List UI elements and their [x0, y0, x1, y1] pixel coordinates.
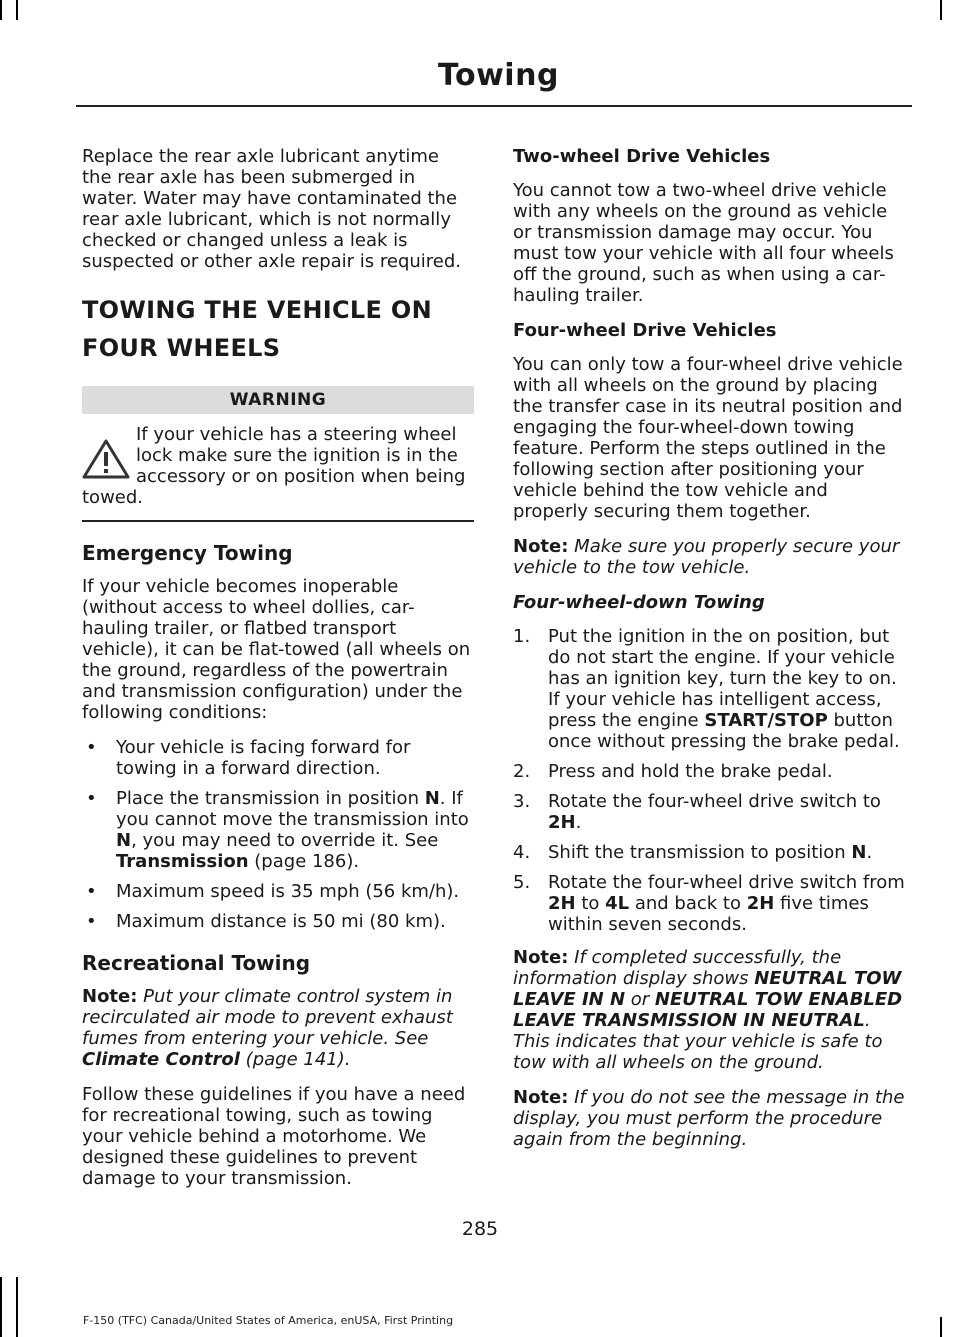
towing-steps — [513, 626, 905, 935]
four-wheel-down-heading: Four-wheel-down Towing — [513, 592, 765, 613]
emergency-towing-text: If your vehicle becomes inoperable (without access to wheel dollies, car-hauling trailer, or flatbed transport vehicle), it can be flat-towed (all wheels on the ground, regardless of the powertrain and transmission configuration) under the following conditions: — [82, 576, 471, 723]
warning-box — [82, 424, 474, 522]
step-text: Rotate the four-wheel drive switch to — [548, 791, 881, 812]
four-wheel-drive-heading: Four-wheel Drive Vehicles — [513, 320, 777, 341]
left-column — [82, 146, 474, 1203]
bullet-text: Place the transmission in position — [116, 788, 425, 809]
step-text: button once without pressing the brake pedal. — [548, 710, 900, 752]
step-item — [513, 626, 905, 752]
note-retry — [513, 1087, 905, 1150]
step-text: . — [575, 812, 582, 833]
two-wheel-drive-heading: Two-wheel Drive Vehicles — [513, 146, 771, 167]
warning-text: If your vehicle has a steering wheel lock make sure the ignition is in the accessory or on position when being towed. — [82, 424, 466, 508]
step-item — [513, 761, 905, 782]
note-climate — [82, 986, 474, 1070]
step-text: Rotate the four-wheel drive switch from — [548, 872, 905, 893]
step-text: Put the ignition in the on position, but do not start the engine. If your vehicle has an ignition key, turn the key to on. If your vehicle has intelligent access, press the engine — [548, 626, 897, 731]
note-text: If completed successfully, the information display shows — [513, 947, 842, 989]
header-rule — [76, 105, 912, 107]
step-item — [513, 842, 905, 863]
note-label: Note: — [513, 1087, 569, 1108]
crop-mark — [16, 1277, 18, 1337]
climate-control-link[interactable]: Climate Control — [82, 1049, 240, 1070]
intro-paragraph: Replace the rear axle lubricant anytime the rear axle has been submerged in water. Water may have contaminated the rear axle lubricant, which is not normally checked or changed unless a leak is suspected or other axle repair is required. — [82, 146, 462, 272]
emergency-towing-heading: Emergency Towing — [82, 541, 293, 565]
note-secure — [513, 536, 905, 578]
step-text: and back to — [629, 893, 747, 914]
position-n: N — [424, 788, 440, 809]
page-reference: (page 141). — [239, 1049, 351, 1070]
mode-2h: 2H — [548, 893, 576, 914]
section-title-line1: TOWING THE VEHICLE ON — [82, 296, 432, 324]
step-item — [513, 872, 905, 935]
recreational-towing-heading: Recreational Towing — [82, 951, 311, 975]
step-text: . — [866, 842, 873, 863]
list-item — [82, 737, 474, 779]
note-label: Note: — [82, 986, 138, 1007]
step-item — [513, 791, 905, 833]
section-title-line2: FOUR WHEELS — [82, 334, 281, 362]
note-display-message — [513, 947, 905, 1073]
right-column — [513, 146, 905, 1164]
step-number: 5. — [513, 872, 531, 893]
step-number: 3. — [513, 791, 531, 812]
step-number: 2. — [513, 761, 531, 782]
section-title — [82, 294, 474, 364]
bullet-text: Maximum speed is 35 mph (56 km/h). — [116, 881, 460, 902]
display-message: NEUTRAL TOW ENABLED LEAVE TRANSMISSION IN NEUTRAL — [513, 989, 903, 1031]
start-stop-label: START/STOP — [704, 710, 828, 731]
note-text: Make sure you properly secure your vehicle to the tow vehicle. — [513, 536, 900, 578]
list-item — [82, 911, 474, 932]
footer-text: F-150 (TFC) Canada/United States of America, enUSA, First Printing — [83, 1314, 454, 1327]
note-text: If you do not see the message in the display, you must perform the procedure again from the beginning. — [513, 1087, 905, 1150]
warning-label: WARNING — [82, 386, 474, 414]
crop-mark — [940, 1317, 942, 1337]
step-number: 4. — [513, 842, 531, 863]
mode-2h: 2H — [548, 812, 576, 833]
note-label: Note: — [513, 536, 569, 557]
note-text: . This indicates that your vehicle is safe to tow with all wheels on the ground. — [513, 1010, 883, 1073]
crop-mark — [940, 0, 942, 20]
mode-4l: 4L — [605, 893, 630, 914]
crop-mark — [0, 0, 2, 20]
bullet-text: Maximum distance is 50 mi (80 km). — [116, 911, 446, 932]
page-reference: (page 186). — [248, 851, 360, 872]
position-n: N — [116, 830, 132, 851]
step-number: 1. — [513, 626, 531, 647]
step-text: Shift the transmission to position — [548, 842, 852, 863]
page-header-title: Towing — [438, 58, 559, 93]
bullet-text: , you may need to override it. See — [131, 830, 439, 851]
step-text: Press and hold the brake pedal. — [548, 761, 833, 782]
step-text: to — [575, 893, 606, 914]
transmission-link[interactable]: Transmission — [116, 851, 249, 872]
display-message: NEUTRAL TOW LEAVE IN N — [513, 968, 902, 1010]
page-number: 285 — [461, 1218, 499, 1240]
mode-2h: 2H — [746, 893, 775, 914]
warning-triangle-icon — [82, 438, 130, 480]
bullet-text: . If you cannot move the transmission into — [116, 788, 469, 830]
crop-mark — [16, 0, 18, 20]
two-wheel-drive-text: You cannot tow a two-wheel drive vehicle with any wheels on the ground as vehicle or transmission damage may occur. You must tow your vehicle with all four wheels off the ground, such as when using a car-hauling trailer. — [513, 180, 894, 306]
four-wheel-drive-text: You can only tow a four-wheel drive vehicle with all wheels on the ground by placing the transfer case in its neutral position and engaging the four-wheel-down towing feature. Perform the steps outlined in the following section after positioning your vehicle behind the tow vehicle and properly securing them together. — [513, 354, 903, 522]
recreational-towing-text: Follow these guidelines if you have a need for recreational towing, such as towing your vehicle behind a motorhome. We designed these guidelines to prevent damage to your transmission. — [82, 1084, 466, 1189]
list-item — [82, 788, 474, 872]
step-text: five times within seven seconds. — [548, 893, 869, 935]
position-n: N — [851, 842, 867, 863]
note-label: Note: — [513, 947, 569, 968]
list-item — [82, 881, 474, 902]
note-text: or — [625, 989, 655, 1010]
crop-mark — [0, 1277, 2, 1337]
conditions-list — [82, 737, 474, 932]
note-text: Put your climate control system in recirculated air mode to prevent exhaust fumes from entering your vehicle. See — [82, 986, 453, 1049]
bullet-text: Your vehicle is facing forward for towing in a forward direction. — [116, 737, 411, 779]
